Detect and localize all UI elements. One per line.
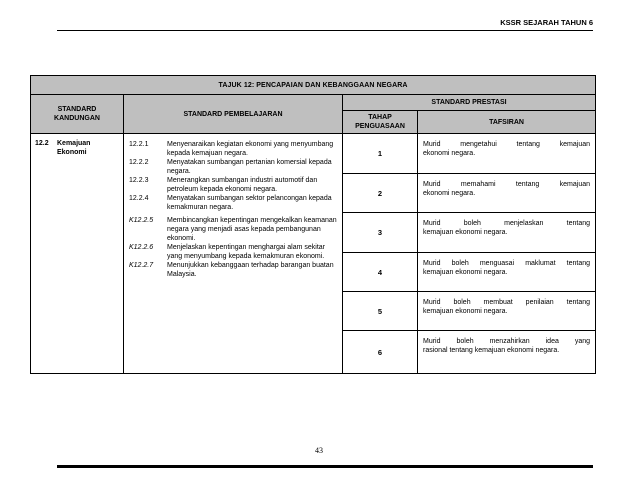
tahap-cell: 3 xyxy=(343,213,418,253)
footer-rule xyxy=(57,465,593,468)
tafsiran-cell: Murid boleh menguasai maklumat tentang kemajuan ekonomi negara. xyxy=(418,253,596,292)
sp-item: 12.2.2 Menyatakan sumbangan pertanian komersial kepada negara. xyxy=(129,159,332,175)
col-header-kandungan: STANDARD KANDUNGAN xyxy=(31,95,124,134)
sp-item: 12.2.3 Menerangkan sumbangan industri automotif dan petroleum kepada ekonomi negara. xyxy=(129,177,318,193)
k-item: K12.2.6 Menjelaskan kepentingan menghargai alam sekitar yang menyumbang kepada kemakmuran ekonomi. xyxy=(129,244,325,260)
table-title-row xyxy=(31,76,596,95)
curriculum-table xyxy=(30,75,596,374)
header-rule xyxy=(57,30,593,31)
table-title: TAJUK 12: PENCAPAIAN DAN KEBANGGAAN NEGARA xyxy=(31,76,596,95)
tahap-cell: 6 xyxy=(343,331,418,374)
col-header-prestasi: STANDARD PRESTASI xyxy=(343,95,596,111)
k-item: K12.2.7 Menunjukkan kebanggaan terhadap barangan buatan Malaysia. xyxy=(129,262,334,278)
tahap-cell: 1 xyxy=(343,134,418,174)
standard-pembelajaran-cell xyxy=(124,134,343,374)
tafsiran-cell: Murid boleh menjelaskan tentang kemajuan ekonomi negara. xyxy=(418,213,596,253)
running-header: KSSR SEJARAH TAHUN 6 xyxy=(500,18,593,27)
tafsiran-cell: Murid boleh menzahirkan idea yang rasional tentang kemajuan ekonomi negara. xyxy=(418,331,596,374)
k-item: K12.2.5 Membincangkan kepentingan mengekalkan keamanan negara yang menjadi asas kepada pembangunan ekonomi. xyxy=(129,217,337,242)
sp-item: 12.2.4 Menyatakan sumbangan sektor pelancongan kepada kemakmuran negara. xyxy=(129,195,332,211)
sp-item: 12.2.1 Menyenaraikan kegiatan ekonomi yang menyumbang kepada kemajuan negara. xyxy=(129,141,334,157)
sk-title: Kemajuan Ekonomi xyxy=(57,140,91,156)
col-header-tafsiran: TAFSIRAN xyxy=(418,111,596,134)
standard-kandungan-cell xyxy=(31,134,124,374)
page-number: 43 xyxy=(315,446,323,455)
tafsiran-cell: Murid memahami tentang kemajuan ekonomi negara. xyxy=(418,174,596,213)
tahap-cell: 4 xyxy=(343,253,418,292)
tafsiran-cell: Murid mengetahui tentang kemajuan ekonomi negara. xyxy=(418,134,596,174)
col-header-tahap: TAHAP PENGUASAAN xyxy=(343,111,418,134)
col-header-pembelajaran: STANDARD PEMBELAJARAN xyxy=(124,95,343,134)
header-row-1 xyxy=(31,95,596,111)
sk-number: 12.2 xyxy=(35,140,49,147)
tahap-cell: 5 xyxy=(343,292,418,331)
tafsiran-cell: Murid boleh membuat penilaian tentang kemajuan ekonomi negara. xyxy=(418,292,596,331)
table-row xyxy=(31,134,596,174)
tahap-cell: 2 xyxy=(343,174,418,213)
